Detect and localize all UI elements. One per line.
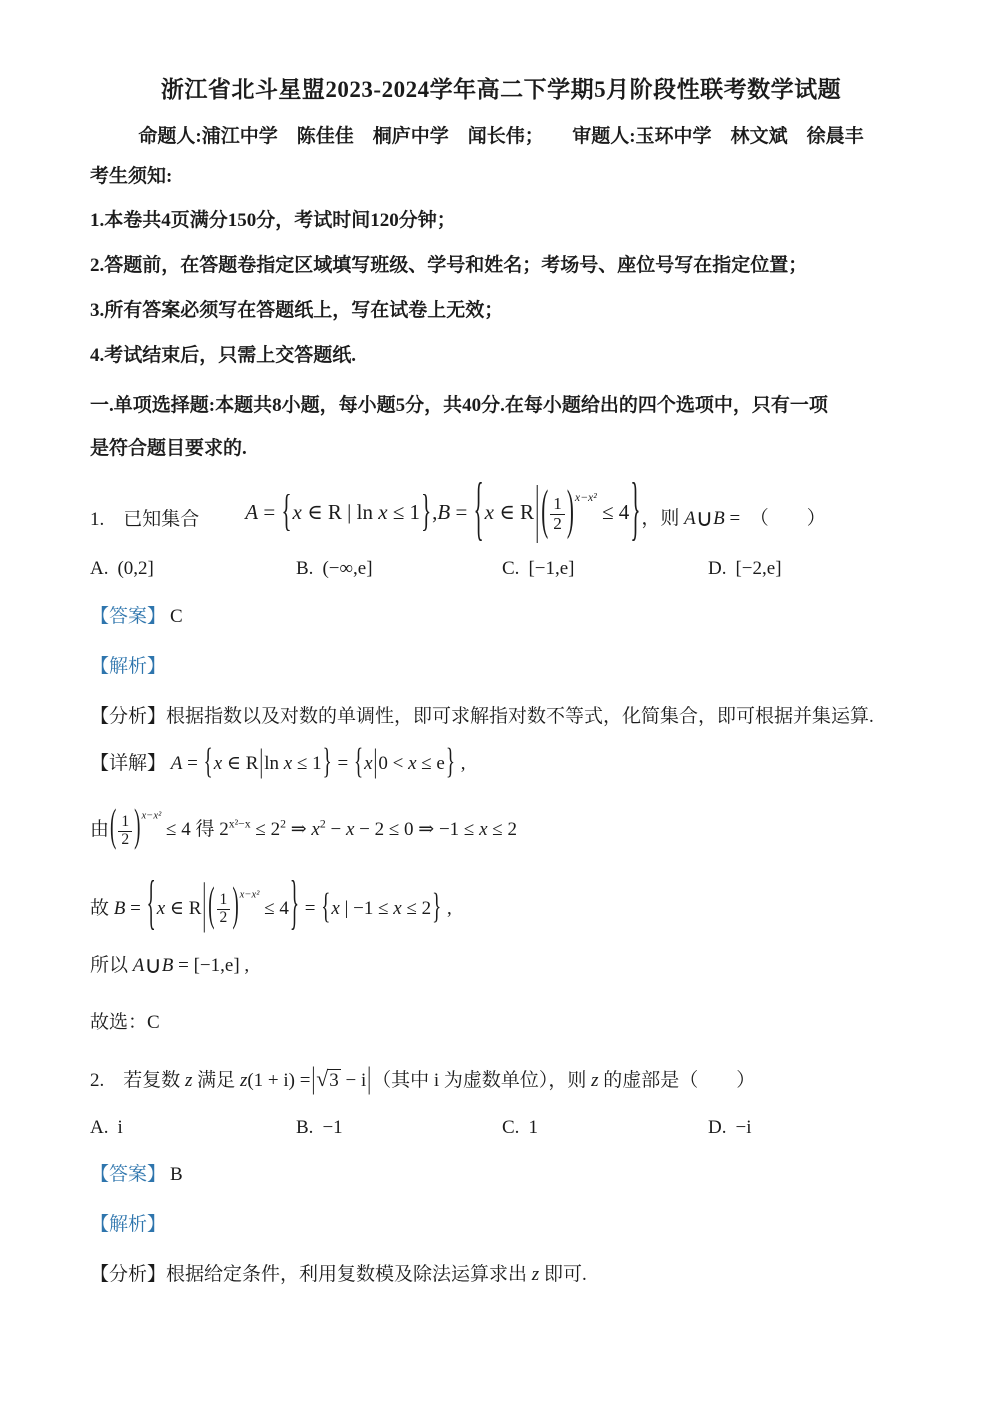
question-2-answer: B [170, 1164, 183, 1186]
option-value: −i [735, 1116, 752, 1138]
question-1-detail-line-4 [90, 951, 912, 981]
notice-item-1: 1.本卷共4页满分150分，考试时间120分钟； [90, 210, 456, 232]
question-1-detail-line-1 [90, 742, 912, 783]
notice-item-3: 3.所有答案必须写在答题纸上，写在试卷上无效； [90, 299, 504, 321]
question-1-trailer: ，则 A∪B = （ ） [641, 503, 826, 532]
option-value: [−1,e] [528, 558, 575, 580]
question-1-detail-line-3 [90, 870, 912, 939]
notice-item-4: 4.考试结束后，只需上交答题纸. [90, 344, 357, 366]
section-heading-line-2: 是符合题目要求的. [90, 438, 247, 459]
question-1-option-d [708, 557, 782, 581]
option-value: −1 [322, 1116, 343, 1138]
question-1-analysis-line [90, 705, 912, 729]
answer-label: 【答案】 [90, 606, 167, 627]
question-2-answer-line [90, 1163, 912, 1187]
question-2-stem [90, 1062, 912, 1097]
question-1-set-formula: A = {x ∈ R | ln x ≤ 1},B = {x ∈ R|( $\frac{1}{2}$ )$^{x-x^2}$ ≤ 4} [245, 467, 641, 549]
question-1-prefix: 1. 已知集合 [90, 508, 200, 530]
question-1-options [90, 557, 912, 581]
question-2-option-c [502, 1116, 708, 1140]
question-2-formula: 2. 若复数 z 满足 z(1 + i) =|√3 − i|（其中 i 为虚数单位），则 z 的虚部是（ ） [90, 1062, 756, 1097]
question-2-analysis-text: 根据给定条件，利用复数模及除法运算求出 z 即可. [166, 1263, 587, 1285]
option-label: B. [296, 558, 314, 580]
authors-line: 命题人:浦江中学 陈佳佳 桐庐中学 闻长伟； 审题人:玉环中学 林文斌 徐晨丰 [138, 125, 864, 147]
fenxi-label: 【分析】 [90, 1263, 167, 1285]
question-1-option-b [296, 557, 502, 581]
option-label: A. [90, 1116, 109, 1138]
question-1-stem [90, 467, 912, 549]
question-1-conclusion: 故选：C [90, 1011, 160, 1033]
detail-formula-1: A = {x ∈ R|ln x ≤ 1} = {x|0 < x ≤ e} , [170, 742, 466, 783]
question-2-options [90, 1116, 912, 1140]
notice-heading: 考生须知: [90, 165, 173, 187]
option-label: C. [502, 1116, 520, 1138]
xiangjie-label: 【详解】 [90, 753, 167, 775]
option-value: (0,2] [117, 558, 154, 580]
detail-formula-2: 由( $\frac{1}{2}$ )$^{x-x^2}$ ≤ 4 得 $2^{x^2-x} \le 2^2$ ⇒ $x^2 - x - 2 \le 0$ ⇒ −1 ≤ x ≤ 2 [90, 802, 517, 853]
option-value: 1 [528, 1116, 538, 1138]
option-value: i [117, 1116, 123, 1138]
question-1-analysis-label: 【解析】 [90, 655, 167, 677]
option-label: D. [708, 1116, 727, 1138]
detail-formula-4: 所以 A∪B = [−1,e] , [90, 950, 250, 979]
page-title: 浙江省北斗星盟2023-2024学年高二下学期5月阶段性联考数学试题 [160, 77, 842, 102]
question-1-option-a [90, 557, 296, 581]
question-1-detail-line-2 [90, 802, 912, 853]
question-1-option-c [502, 557, 708, 581]
option-value: (−∞,e] [322, 558, 373, 580]
question-2-option-d [708, 1116, 751, 1140]
question-2-option-b [296, 1116, 502, 1140]
notice-item-2: 2.答题前，在答题卷指定区域填写班级、学号和姓名；考场号、座位号写在指定位置； [90, 255, 808, 276]
fenxi-label: 【分析】 [90, 705, 167, 727]
question-1-analysis-text: 根据指数以及对数的单调性，即可求解指对数不等式，化简集合，即可根据并集运算. [166, 705, 874, 727]
question-2-analysis-label: 【解析】 [90, 1214, 167, 1236]
question-1-answer: C [170, 606, 183, 627]
question-2-analysis-line [90, 1263, 912, 1287]
option-label: D. [708, 558, 727, 580]
answer-label: 【答案】 [90, 1164, 167, 1186]
option-label: C. [502, 558, 520, 580]
question-2-option-a [90, 1116, 296, 1140]
option-value: [−2,e] [735, 558, 782, 580]
option-label: A. [90, 558, 109, 580]
option-label: B. [296, 1116, 314, 1138]
section-heading-line-1: 一.单项选择题:本题共8小题，每小题5分，共40分.在每小题给出的四个选项中，只有一项 [90, 395, 828, 417]
question-1-answer-line [90, 605, 912, 629]
detail-formula-3: 故 B = {x ∈ R| ( $\frac{1}{2}$ )$^{x-x^2}$ ≤ 4} = {x | −1 ≤ x ≤ 2} , [90, 870, 452, 939]
